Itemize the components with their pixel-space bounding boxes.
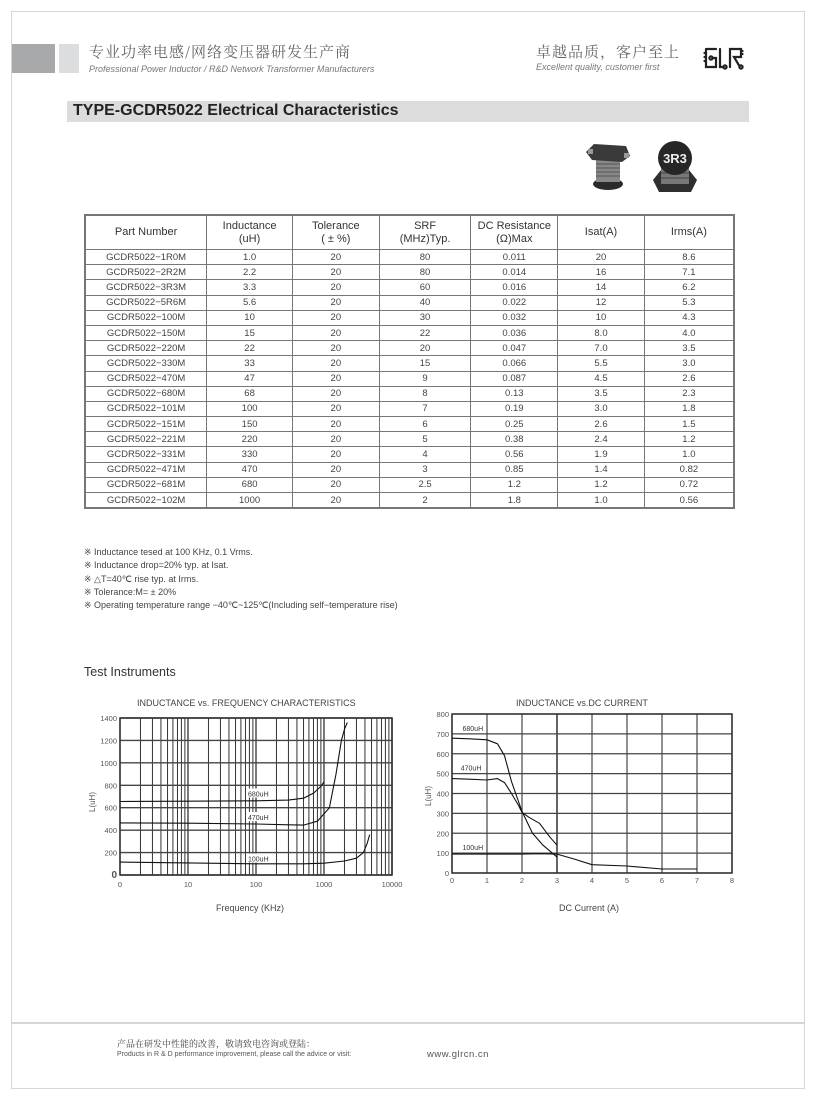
column-header-line: Isat(A) (584, 226, 618, 238)
table-cell: 2.5 (379, 477, 471, 492)
table-cell: 0.014 (471, 265, 558, 280)
chart1-title: INDUCTANCE vs. FREQUENCY CHARACTERISTICS (137, 698, 356, 708)
x-tick-label: 7 (694, 876, 700, 885)
table-cell: 20 (292, 265, 379, 280)
series-label: 680uH (462, 725, 484, 733)
table-cell: 30 (379, 310, 471, 325)
table-cell: 1.2 (471, 477, 558, 492)
table-cell: GCDR5022−330M (85, 356, 207, 371)
note-item: ※ Inductance drop=20% typ. at Isat. (84, 560, 229, 571)
table-cell: 5.6 (207, 295, 293, 310)
table-cell: 1.8 (471, 493, 558, 509)
table-cell: 20 (292, 462, 379, 477)
table-cell: 20 (292, 447, 379, 462)
column-header-line: Part Number (114, 226, 178, 238)
table-cell: 1.0 (644, 447, 734, 462)
table-cell: 3.0 (644, 356, 734, 371)
table-cell: 0.022 (471, 295, 558, 310)
table-cell: 0.19 (471, 401, 558, 416)
section-title-bar (67, 101, 749, 122)
column-header-line: Tolerance (311, 219, 360, 232)
column-header (471, 215, 558, 250)
inductor-side-view-icon (582, 140, 634, 197)
table-cell: 15 (379, 356, 471, 371)
table-cell: 1000 (207, 493, 293, 509)
table-cell: 4 (379, 447, 471, 462)
y-tick-label: 1400 (100, 714, 117, 723)
table-cell: 10 (558, 310, 645, 325)
table-row (85, 447, 734, 462)
table-cell: GCDR5022−470M (85, 371, 207, 386)
table-cell: 3 (379, 462, 471, 477)
table-cell: 1.2 (558, 477, 645, 492)
table-cell: 0.036 (471, 325, 558, 340)
website-link[interactable]: www.glrcn.cn (427, 1049, 489, 1060)
slogan-en: Excellent quality, customer first (536, 62, 660, 72)
y-tick-label: 300 (436, 809, 449, 819)
table-row (85, 477, 734, 492)
table-row (85, 401, 734, 416)
table-cell: GCDR5022−471M (85, 462, 207, 477)
table-cell: 20 (292, 280, 379, 295)
series-line (452, 738, 557, 857)
table-cell: 12 (558, 295, 645, 310)
x-tick-label: 2 (519, 876, 525, 885)
y-tick-label: 800 (436, 710, 449, 719)
table-cell: 2.4 (558, 432, 645, 447)
table-cell: GCDR5022−221M (85, 432, 207, 447)
table-cell: 2.3 (644, 386, 734, 401)
table-cell: 0.38 (471, 432, 558, 447)
table-cell: GCDR5022−680M (85, 386, 207, 401)
table-cell: 20 (292, 325, 379, 340)
table-cell: 20 (292, 371, 379, 386)
table-cell: 3.5 (644, 341, 734, 356)
table-cell: 20 (292, 493, 379, 509)
table-cell: 2.6 (558, 417, 645, 432)
table-cell: 0.25 (471, 417, 558, 432)
series-line (452, 779, 557, 846)
y-tick-label: 1200 (100, 736, 117, 746)
table-cell: 8 (379, 386, 471, 401)
table-cell: GCDR5022−220M (85, 341, 207, 356)
table-cell: 470 (207, 462, 293, 477)
column-header-line: Irms(A) (670, 226, 707, 238)
x-tick-label: 10000 (381, 880, 403, 889)
table-cell: 20 (292, 356, 379, 371)
table-cell: 6 (379, 417, 471, 432)
table-cell: 2 (379, 493, 471, 509)
electrical-characteristics-table (84, 214, 735, 509)
chart2-xlabel: DC Current (A) (559, 903, 620, 913)
table-cell: 0.56 (471, 447, 558, 462)
x-tick-label: 0 (449, 876, 455, 885)
table-cell: GCDR5022−151M (85, 417, 207, 432)
column-header (558, 215, 645, 250)
company-tagline-en: Professional Power Inductor / R&D Network Transformer Manufacturers (89, 64, 375, 74)
table-row (85, 493, 734, 509)
y-tick-label: 0 (111, 870, 117, 881)
chart1-ylabel: L(uH) (88, 791, 97, 812)
series-label: 100uH (462, 845, 484, 853)
table-cell: 220 (207, 432, 293, 447)
y-tick-label: 500 (436, 769, 449, 779)
table-cell: 0.72 (644, 477, 734, 492)
y-tick-label: 600 (436, 749, 449, 759)
x-tick-label: 8 (729, 876, 735, 885)
table-cell: 20 (292, 432, 379, 447)
table-cell: 22 (207, 341, 293, 356)
table-cell: 0.087 (471, 371, 558, 386)
table-row (85, 341, 734, 356)
table-cell: 20 (292, 417, 379, 432)
table-row (85, 295, 734, 310)
table-cell: 20 (292, 386, 379, 401)
table-cell: 1.4 (558, 462, 645, 477)
table-cell: 0.011 (471, 250, 558, 265)
column-header-line: (Ω)Max (496, 232, 533, 245)
table-row (85, 386, 734, 401)
y-tick-label: 400 (104, 826, 117, 836)
slogan-cn: 卓越品质，客户至上 (536, 43, 681, 61)
table-cell: 4.3 (644, 310, 734, 325)
y-tick-label: 200 (104, 848, 117, 858)
column-header (207, 215, 293, 250)
table-cell: GCDR5022−101M (85, 401, 207, 416)
table-cell: 0.066 (471, 356, 558, 371)
table-cell: 0.032 (471, 310, 558, 325)
note-item: ※ △T=40℃ rise typ. at Irms. (84, 573, 199, 584)
table-cell: 20 (292, 250, 379, 265)
table-cell: 3.5 (558, 386, 645, 401)
x-tick-label: 1000 (315, 880, 333, 889)
table-cell: GCDR5022−3R3M (85, 280, 207, 295)
table-cell: 3.0 (558, 401, 645, 416)
note-item: ※ Operating temperature range −40℃~125℃(Including self−temperature rise) (84, 600, 398, 611)
table-cell: 22 (379, 325, 471, 340)
table-row (85, 432, 734, 447)
table-cell: 80 (379, 250, 471, 265)
y-tick-label: 400 (436, 789, 449, 799)
table-cell: 20 (292, 341, 379, 356)
table-body (85, 250, 734, 509)
table-cell: 16 (558, 265, 645, 280)
table-cell: 5.5 (558, 356, 645, 371)
column-header-line: Inductance (222, 219, 277, 232)
table-cell: 680 (207, 477, 293, 492)
series-line (452, 854, 697, 869)
table-cell: 60 (379, 280, 471, 295)
table-cell: 68 (207, 386, 293, 401)
table-cell: GCDR5022−1R0M (85, 250, 207, 265)
series-label: 100uH (248, 856, 269, 864)
chart1-xlabel: Frequency (KHz) (216, 903, 285, 913)
footer-note-en: Products in R & D performance improvement, please call the advice or visit: (117, 1051, 352, 1058)
table-cell: 0.56 (644, 493, 734, 509)
table-row (85, 462, 734, 477)
table-cell: 1.0 (558, 493, 645, 509)
y-tick-label: 600 (104, 803, 117, 813)
table-cell: 20 (292, 310, 379, 325)
table-cell: GCDR5022−150M (85, 325, 207, 340)
table-header-row (85, 215, 734, 250)
table-cell: 2.2 (207, 265, 293, 280)
column-header (292, 215, 379, 250)
series-label: 680uH (248, 791, 269, 799)
x-tick-label: 1 (484, 876, 490, 885)
table-cell: 20 (558, 250, 645, 265)
chart2-title: INDUCTANCE vs.DC CURRENT (516, 698, 648, 708)
x-tick-label: 6 (659, 876, 665, 885)
table-row (85, 356, 734, 371)
header-decor-block-light (59, 44, 79, 73)
y-tick-label: 700 (436, 729, 449, 739)
x-tick-label: 3 (554, 876, 560, 885)
table-cell: 0.016 (471, 280, 558, 295)
table-cell: 7 (379, 401, 471, 416)
table-cell: 7.0 (558, 341, 645, 356)
table-row (85, 310, 734, 325)
notes-list (84, 546, 398, 612)
table-cell: 1.8 (644, 401, 734, 416)
table-cell: 47 (207, 371, 293, 386)
table-cell: GCDR5022−2R2M (85, 265, 207, 280)
table-cell: 330 (207, 447, 293, 462)
inductor-marking: 3R3 (663, 151, 687, 166)
note-item: ※ Tolerance:M= ± 20% (84, 586, 177, 597)
table-cell: GCDR5022−681M (85, 477, 207, 492)
column-header (644, 215, 734, 250)
table-row (85, 280, 734, 295)
table-cell: 1.0 (207, 250, 293, 265)
table-cell: 8.6 (644, 250, 734, 265)
table-row (85, 417, 734, 432)
y-tick-label: 100 (436, 849, 449, 859)
column-header-line: (MHz)Typ. (399, 232, 451, 245)
chart-inductance-vs-dc-current (430, 708, 750, 893)
table-cell: 0.13 (471, 386, 558, 401)
series-label: 470uH (248, 815, 269, 823)
inductor-top-view-icon (645, 140, 701, 201)
column-header-line: ( ± %) (321, 232, 351, 245)
x-tick-label: 10 (183, 880, 193, 889)
table-cell: 20 (292, 295, 379, 310)
table-cell: 20 (292, 401, 379, 416)
table-cell: 5.3 (644, 295, 734, 310)
y-tick-label: 200 (436, 829, 449, 839)
page-title: TYPE-GCDR5022 Electrical Characteristics (73, 102, 399, 119)
table-cell: 10 (207, 310, 293, 325)
table-cell: 0.82 (644, 462, 734, 477)
y-tick-label: 0 (444, 869, 449, 878)
glr-logo-icon (703, 45, 749, 78)
x-tick-label: 4 (589, 876, 595, 885)
table-cell: 150 (207, 417, 293, 432)
test-instruments-heading: Test Instruments (84, 665, 176, 679)
column-header (379, 215, 471, 250)
table-cell: 3.3 (207, 280, 293, 295)
column-header-line: (uH) (238, 232, 261, 245)
table-row (85, 250, 734, 265)
note-item: ※ Inductance tesed at 100 KHz, 0.1 Vrms. (84, 547, 253, 557)
table-cell: 4.5 (558, 371, 645, 386)
table-cell: 6.2 (644, 280, 734, 295)
series-label: 470uH (460, 765, 482, 773)
header-decor-block-dark (12, 44, 55, 73)
table-cell: 4.0 (644, 325, 734, 340)
x-tick-label: 0 (117, 880, 123, 889)
table-cell: 8.0 (558, 325, 645, 340)
table-cell: 20 (292, 477, 379, 492)
column-header-line: SRF (414, 219, 437, 232)
table-cell: 2.6 (644, 371, 734, 386)
table-row (85, 265, 734, 280)
column-header-line: DC Resistance (477, 219, 551, 232)
table-cell: 5 (379, 432, 471, 447)
y-tick-label: 1000 (100, 758, 117, 768)
table-row (85, 325, 734, 340)
table-cell: 40 (379, 295, 471, 310)
table-cell: 0.85 (471, 462, 558, 477)
table-cell: 0.047 (471, 341, 558, 356)
table-cell: GCDR5022−331M (85, 447, 207, 462)
table-cell: 1.2 (644, 432, 734, 447)
table-cell: 100 (207, 401, 293, 416)
x-tick-label: 5 (624, 876, 630, 885)
table-cell: 14 (558, 280, 645, 295)
x-tick-label: 100 (249, 880, 263, 889)
table-cell: 9 (379, 371, 471, 386)
table-cell: 80 (379, 265, 471, 280)
table-cell: GCDR5022−100M (85, 310, 207, 325)
chart-inductance-vs-frequency (88, 710, 408, 895)
table-row (85, 371, 734, 386)
series-line (120, 835, 370, 864)
table-cell: 15 (207, 325, 293, 340)
table-cell: 1.9 (558, 447, 645, 462)
table-cell: 7.1 (644, 265, 734, 280)
y-tick-label: 800 (104, 781, 117, 791)
table-cell: 20 (379, 341, 471, 356)
table-cell: 1.5 (644, 417, 734, 432)
chart2-ylabel: L(uH) (424, 785, 433, 806)
table-cell: GCDR5022−102M (85, 493, 207, 509)
company-tagline-cn: 专业功率电感/网络变压器研发生产商 (89, 43, 352, 61)
footer-note-cn: 产品在研发中性能的改善，敬请致电咨询或登陆： (117, 1040, 316, 1050)
column-header (85, 215, 207, 250)
table-cell: 33 (207, 356, 293, 371)
table-cell: GCDR5022−5R6M (85, 295, 207, 310)
